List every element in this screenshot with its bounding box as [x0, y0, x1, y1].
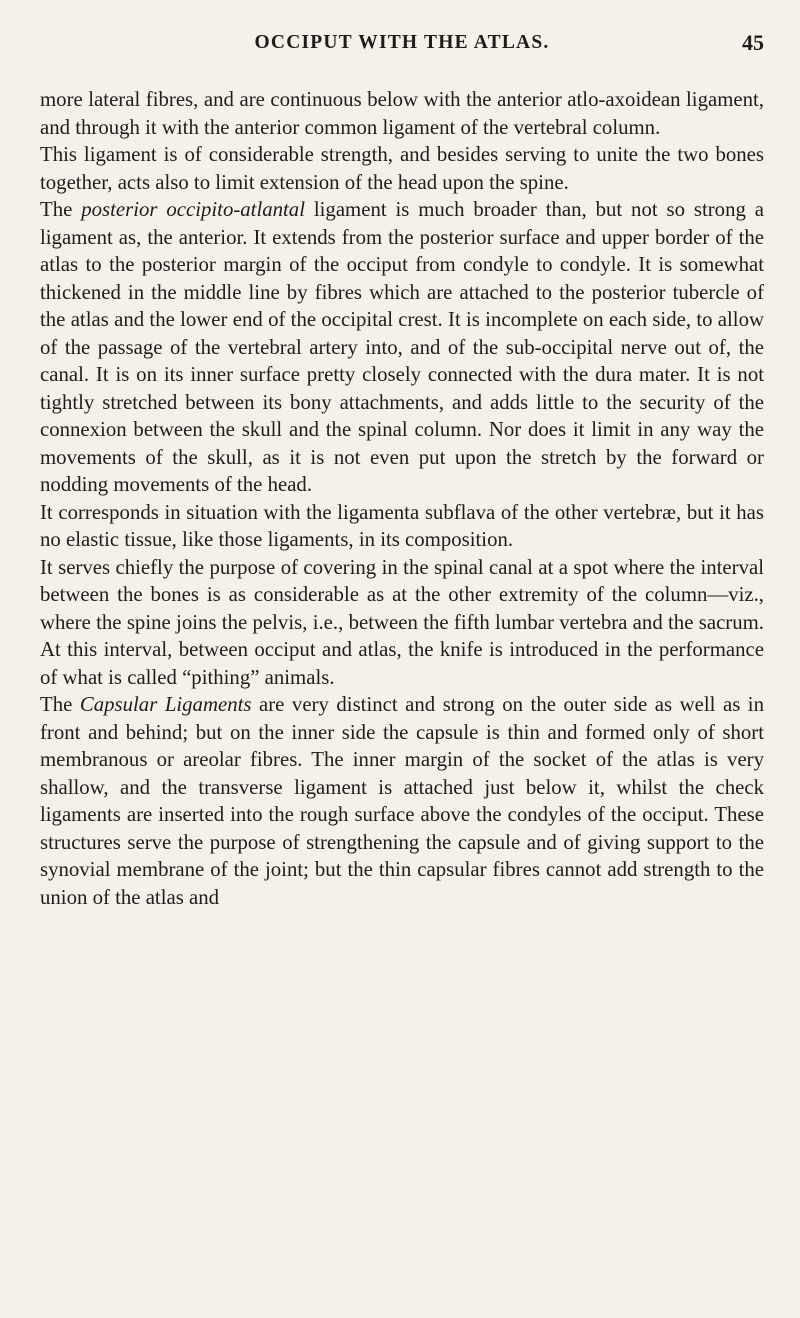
- body-text: [40, 86, 764, 911]
- running-head: [40, 32, 764, 62]
- paragraph-1: more lateral fibres, and are continuous below with the anterior atlo-axoidean ligament, and through it with the anterior common ligament of the vertebral column.: [40, 88, 764, 139]
- paragraph-6-lead: The: [40, 693, 80, 716]
- paragraph-3-italic-term: posterior occipito-atlantal: [81, 198, 305, 221]
- paragraph-6-italic-term: Capsular Ligaments: [79, 693, 252, 716]
- running-title: OCCIPUT WITH THE ATLAS.: [254, 32, 550, 53]
- paragraph-4: It corresponds in situation with the ligamenta subflava of the other vertebræ, but it has no elastic tissue, like those ligaments, in its composition.: [40, 500, 764, 551]
- paragraph-6: [40, 691, 764, 911]
- paragraph-3: [40, 196, 764, 499]
- paragraph-6-text: are very distinct and strong on the outer side as well as in front and behind; but on the inner side the capsule is thin and formed only of short membranous or areolar fibres. The inner margin of the socket of the atlas is very shallow, and the transverse ligament is attached just below it, whilst the check ligaments are inserted into the rough surface above the condyles of the occiput. These structures serve the purpose of strengthening the capsule and of giving support to the synovial membrane of the joint; but the thin capsular fibres cannot add strength to the union of the atlas and: [40, 693, 764, 909]
- paragraph-3-lead: The: [40, 198, 82, 221]
- paragraph-2: This ligament is of considerable strength, and besides serving to unite the two bones together, acts also to limit extension of the head upon the spine.: [40, 143, 764, 194]
- page-number: 45: [742, 30, 764, 55]
- paragraph-3-text: ligament is much broader than, but not so strong a ligament as, the anterior. It extends from the posterior surface and upper border of the atlas to the posterior margin of the occiput from condyle to condyle. It is somewhat thickened in the middle line by fibres which are attached to the posterior tubercle of the atlas and the lower end of the occipital crest. It is incomplete on each side, to allow of the passage of the vertebral artery into, and of the sub-occipital nerve out of, the canal. It is on its inner surface pretty closely connected with the dura mater. It is not tightly stretched between its bony attachments, and adds little to the security of the connexion between the skull and the spinal column. Nor does it limit in any way the movements of the skull, as it is not even put upon the stretch by the forward or nodding movements of the head.: [40, 198, 764, 496]
- paragraph-5: It serves chiefly the purpose of covering in the spinal canal at a spot where the interval between the bones is as considerable as at the other extremity of the column—viz., where the spine joins the pelvis, i.e., between the fifth lumbar vertebra and the sacrum. At this interval, between occiput and atlas, the knife is introduced in the performance of what is called “pithing” animals.: [40, 555, 764, 689]
